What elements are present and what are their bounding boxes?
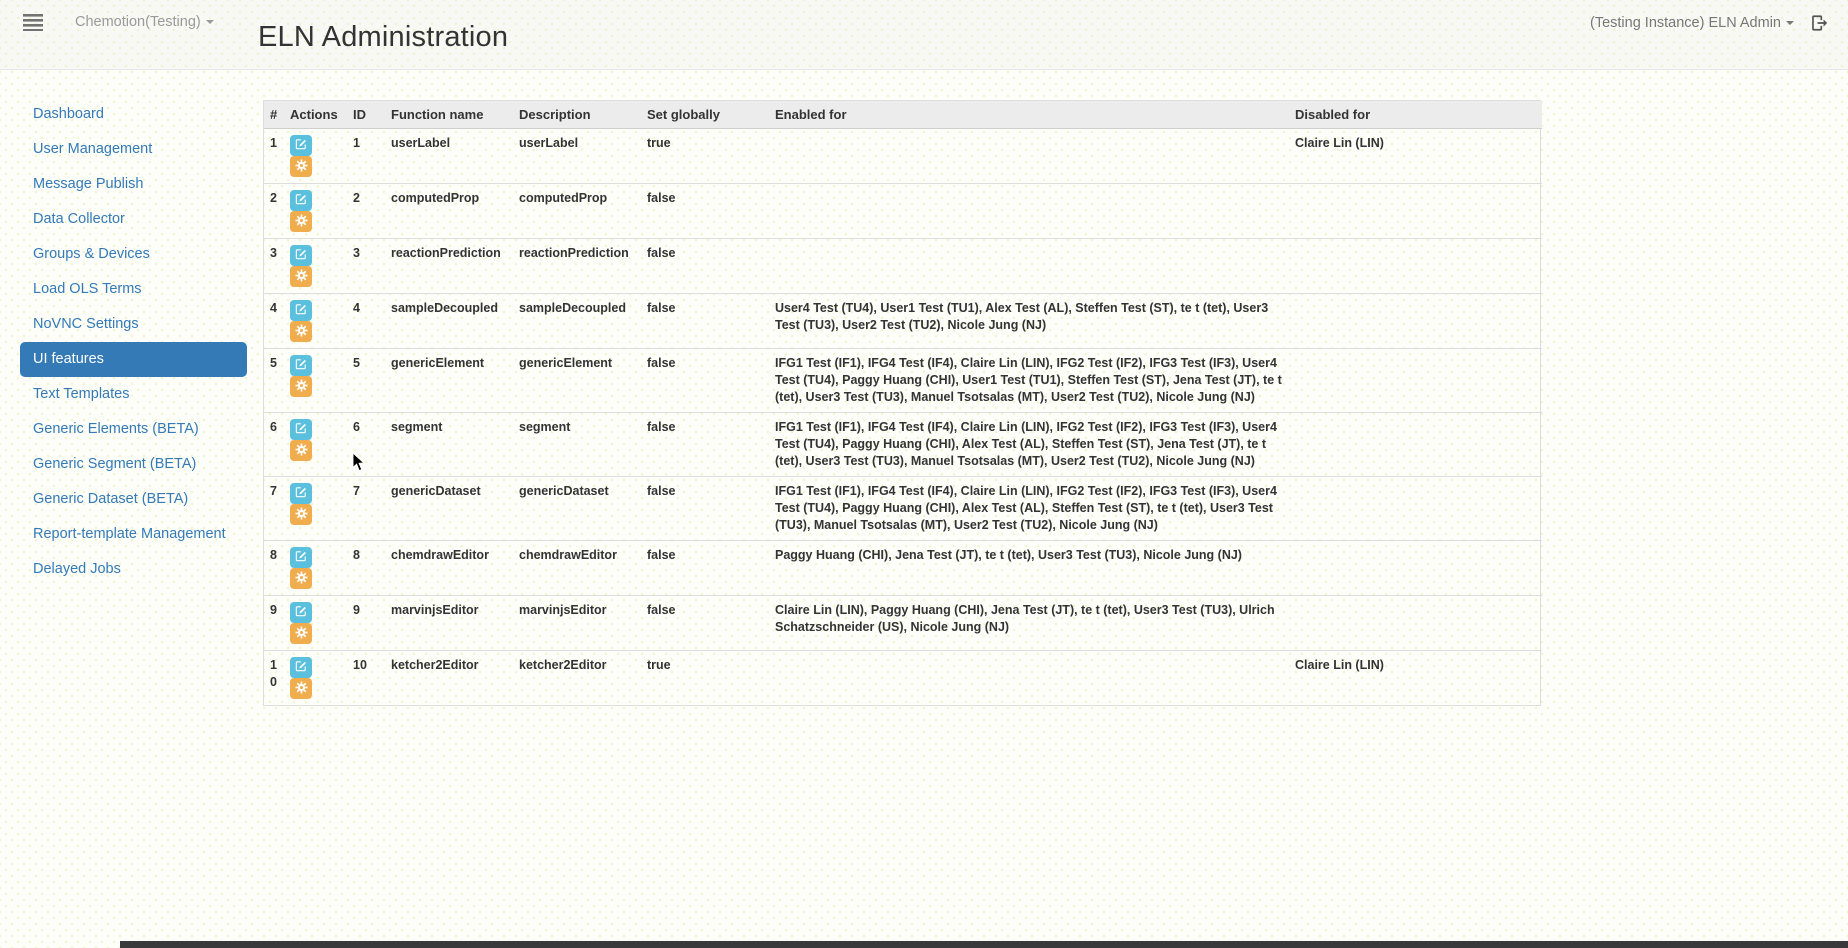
sidebar-item-link[interactable]: Generic Elements (BETA) [33,421,199,437]
edit-button[interactable] [290,419,312,440]
sidebar-item-link[interactable]: Message Publish [33,176,144,192]
edit-button[interactable] [290,135,312,156]
sidebar-item [20,412,247,447]
pencil-square-icon [295,303,307,318]
row-actions [290,541,353,596]
cell-id: 6 [353,413,391,477]
cell-enabled-for: IFG1 Test (IF1), IFG4 Test (IF4), Claire Lin (LIN), IFG2 Test (IF2), IFG3 Test (IF3), User4 Test (TU4), Paggy Huang (CHI), User1 Test (TU1), Steffen Test (ST), Jena Test (JT), te t (tet), User3 Test (TU3), Manuel Tsotsalas (MT), User2 Test (TU2), Nicole Jung (NJ) [775,349,1295,413]
sidebar-item-link[interactable]: Data Collector [33,211,125,227]
sidebar-item [20,552,247,587]
cell-function-name: marvinjsEditor [391,596,519,651]
cell-enabled-for: Claire Lin (LIN), Paggy Huang (CHI), Jena Test (JT), te t (tet), User3 Test (TU3), Ulrich Schatzschneider (US), Nicole Jung (NJ) [775,596,1295,651]
cell-disabled-for [1295,294,1542,349]
row-number: 3 [264,239,290,294]
cell-enabled-for [775,239,1295,294]
row-actions [290,184,353,239]
pencil-square-icon [295,358,307,373]
column-header: # [264,101,290,129]
gear-icon [295,379,308,395]
permissions-button[interactable] [290,623,312,644]
sidebar-item [20,342,247,377]
cell-function-name: sampleDecoupled [391,294,519,349]
gear-icon [295,159,308,175]
cell-disabled-for: Claire Lin (LIN) [1295,136,1384,150]
cell-function-name: ketcher2Editor [391,651,519,706]
cell-function-name: reactionPrediction [391,239,519,294]
caret-down-icon [206,20,214,24]
cell-function-name: segment [391,413,519,477]
sidebar-item [20,237,247,272]
column-header: Function name [391,101,519,129]
table-row [264,294,1542,349]
user-menu-dropdown[interactable] [1590,15,1794,31]
cell-set-globally: false [647,477,775,541]
sidebar-item-link[interactable]: NoVNC Settings [33,316,139,332]
column-header: Actions [290,101,353,129]
cell-description: userLabel [519,136,579,150]
gear-icon [295,571,308,587]
cell-id: 9 [353,596,391,651]
table-row [264,651,1542,706]
gear-icon [295,269,308,285]
row-actions [290,294,353,349]
cell-id: 7 [353,477,391,541]
sidebar-item [20,377,247,412]
cell-description: marvinjsEditor [519,596,647,651]
row-number: 4 [264,294,290,349]
cell-set-globally: true [647,136,671,150]
table-row [264,129,1542,184]
permissions-button[interactable] [290,568,312,589]
bottom-dark-bar [120,941,1848,948]
admin-sidebar [0,70,255,587]
row-number: 5 [264,349,290,413]
row-actions [290,651,353,706]
cell-set-globally: true [647,651,775,706]
permissions-button[interactable] [290,211,312,232]
pencil-square-icon [295,660,307,675]
pencil-square-icon [295,605,307,620]
cell-enabled-for [775,651,1295,706]
cell-set-globally: false [647,294,775,349]
sidebar-menu [20,97,247,587]
brand-label: Chemotion(Testing) [75,14,201,30]
cell-id: 8 [353,541,391,596]
row-actions [290,239,353,294]
gear-icon [295,626,308,642]
cell-id: 10 [353,651,391,706]
page-title: ELN Administration [258,21,509,53]
user-menu-label: (Testing Instance) ELN Admin [1589,15,1781,31]
permissions-button[interactable] [290,504,312,525]
cell-enabled-for: User4 Test (TU4), User1 Test (TU1), Alex Test (AL), Steffen Test (ST), te t (tet), User3 Test (TU3), User2 Test (TU2), Nicole Jung (NJ) [775,294,1295,349]
cell-set-globally: false [647,184,775,239]
brand-dropdown[interactable] [75,14,214,30]
column-header: Set globally [647,101,775,129]
permissions-button[interactable] [290,376,312,397]
sidebar-item-link[interactable]: Groups & Devices [33,246,150,262]
edit-button[interactable] [290,602,312,623]
edit-button[interactable] [290,657,312,678]
cell-disabled-for [1295,413,1542,477]
table-row [264,596,1542,651]
cell-disabled-for [1295,239,1542,294]
cell-id: 2 [353,184,391,239]
column-header: Enabled for [775,101,1295,129]
sidebar-item-link[interactable]: Text Templates [33,386,130,402]
permissions-button[interactable] [290,156,312,177]
row-number: 6 [264,413,290,477]
cell-description: genericDataset [519,477,647,541]
row-actions [290,477,353,541]
cell-enabled-for: Paggy Huang (CHI), Jena Test (JT), te t (tet), User3 Test (TU3), Nicole Jung (NJ) [775,541,1295,596]
sidebar-item-link[interactable]: Delayed Jobs [33,561,121,577]
cell-description: sampleDecoupled [519,294,647,349]
cell-function-name: genericElement [391,349,519,413]
sidebar-item-link[interactable]: Report-template Management [33,526,226,542]
row-actions [290,596,353,651]
cell-enabled-for: IFG1 Test (IF1), IFG4 Test (IF4), Claire Lin (LIN), IFG2 Test (IF2), IFG3 Test (IF3), User4 Test (TU4), Paggy Huang (CHI), Alex Test (AL), Steffen Test (ST), te t (tet), User3 Test (TU3), Manuel Tsotsalas (MT), User2 Test (TU2), Nicole Jung (NJ) [775,477,1295,541]
sidebar-item [20,132,247,167]
caret-down-icon [1786,21,1794,25]
sidebar-item-link[interactable]: Generic Segment (BETA) [33,456,197,472]
sidebar-item [20,202,247,237]
pencil-square-icon [295,193,307,208]
edit-button[interactable] [290,483,312,504]
gear-icon [295,681,308,697]
sidebar-item [20,97,247,132]
sidebar-item [20,482,247,517]
row-actions [290,413,353,477]
cell-description: computedProp [519,184,647,239]
cell-id: 4 [353,294,391,349]
gear-icon [295,324,308,340]
cell-set-globally: false [647,541,775,596]
permissions-button[interactable] [290,266,312,287]
permissions-button[interactable] [290,321,312,342]
cell-disabled-for [1295,541,1542,596]
cell-set-globally: false [647,239,775,294]
row-number: 1 [270,136,277,150]
sidebar-item-link[interactable]: Load OLS Terms [33,281,142,297]
top-navbar [0,0,1848,70]
column-header: ID [353,101,391,129]
permissions-button[interactable] [290,440,312,461]
cell-disabled-for [1295,184,1542,239]
cell-description: genericElement [519,349,647,413]
table-row [264,239,1542,294]
gear-icon [295,443,308,459]
cell-disabled-for [1295,349,1542,413]
sidebar-item [20,447,247,482]
sidebar-item-link[interactable]: Generic Dataset (BETA) [33,491,189,507]
cell-id: 5 [353,349,391,413]
sign-out-icon [1810,20,1829,35]
pencil-square-icon [295,550,307,565]
ui-features-table [264,101,1542,705]
row-number: 9 [264,596,290,651]
cell-enabled-for [775,184,1295,239]
row-number: 8 [264,541,290,596]
edit-button[interactable] [290,190,312,211]
column-header: Description [519,101,647,129]
table-row [264,349,1542,413]
row-number: 10 [264,651,290,706]
gear-icon [295,507,308,523]
edit-button[interactable] [290,355,312,376]
sidebar-item-link[interactable]: UI features [20,342,247,377]
sidebar-item-link[interactable]: Dashboard [33,106,104,122]
gear-icon [295,214,308,230]
sidebar-item [20,272,247,307]
cell-disabled-for [1295,596,1542,651]
table-row [264,184,1542,239]
pencil-square-icon [295,486,307,501]
cell-set-globally: false [647,413,775,477]
ui-features-panel [263,100,1541,706]
cell-enabled-for [775,129,1295,184]
pencil-square-icon [295,138,307,153]
cell-function-name: chemdrawEditor [391,541,519,596]
sidebar-item [20,517,247,552]
cell-disabled-for: Claire Lin (LIN) [1295,651,1542,706]
table-row [264,413,1542,477]
cell-id: 1 [353,136,360,150]
row-number: 2 [264,184,290,239]
sidebar-item [20,307,247,342]
column-header: Disabled for [1295,101,1542,129]
cell-function-name: genericDataset [391,477,519,541]
pencil-square-icon [295,422,307,437]
table-header-row [264,101,1542,129]
cell-set-globally: false [647,596,775,651]
row-number: 7 [264,477,290,541]
cell-description: chemdrawEditor [519,541,647,596]
main-content [263,70,1541,706]
logout-button[interactable] [1808,13,1830,35]
sidebar-item-link[interactable]: User Management [33,141,153,157]
cell-disabled-for [1295,477,1542,541]
row-actions [290,349,353,413]
edit-button[interactable] [290,245,312,266]
table-row [264,541,1542,596]
cell-description: segment [519,413,647,477]
cell-description: reactionPrediction [519,239,647,294]
cell-description: ketcher2Editor [519,651,647,706]
list-icon [23,19,43,34]
table-row [264,477,1542,541]
cell-set-globally: false [647,349,775,413]
sidebar-toggle-button[interactable] [22,13,44,33]
cell-function-name: userLabel [391,136,451,150]
cell-function-name: computedProp [391,184,519,239]
edit-button[interactable] [290,547,312,568]
cell-enabled-for: IFG1 Test (IF1), IFG4 Test (IF4), Claire Lin (LIN), IFG2 Test (IF2), IFG3 Test (IF3), User4 Test (TU4), Paggy Huang (CHI), Alex Test (AL), Steffen Test (ST), Jena Test (JT), te t (tet), User3 Test (TU3), Manuel Tsotsalas (MT), User2 Test (TU2), Nicole Jung (NJ) [775,413,1295,477]
cell-id: 3 [353,239,391,294]
row-actions [290,129,353,184]
permissions-button[interactable] [290,678,312,699]
pencil-square-icon [295,248,307,263]
sidebar-item [20,167,247,202]
edit-button[interactable] [290,300,312,321]
